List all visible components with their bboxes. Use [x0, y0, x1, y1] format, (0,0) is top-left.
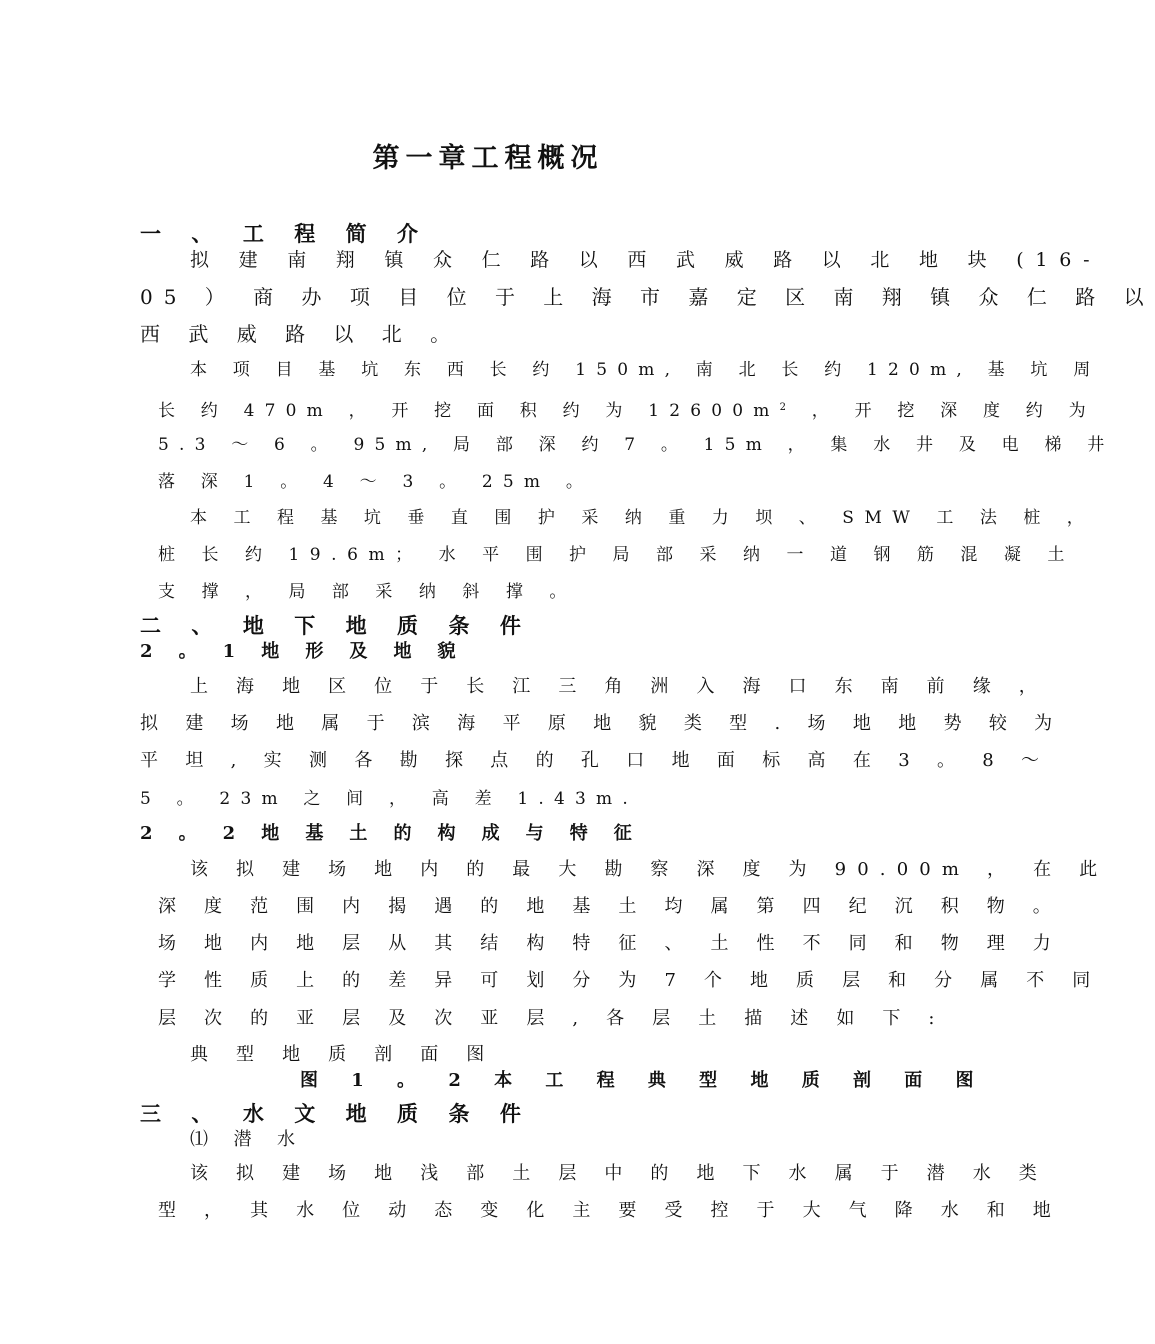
paragraph-line: 本 工 程 基 坑 垂 直 围 护 采 纳 重 力 坝 、 SMW 工 法 桩 ， — [190, 508, 1095, 528]
section-heading-3: 三 、 水 文 地 质 条 件 — [140, 1101, 533, 1126]
text-run: ， 开 挖 深 度 约 为 — [796, 401, 1096, 421]
section-heading-2: 二 、 地 下 地 质 条 件 — [140, 613, 533, 638]
paragraph-line: 层 次 的 亚 层 及 次 亚 层 , 各 层 土 描 述 如 下 : — [158, 1008, 946, 1029]
paragraph-line: 拟 建 场 地 属 于 滨 海 平 原 地 貌 类 型 . 场 地 地 势 较 为 — [140, 713, 1063, 734]
paragraph-line: 深 度 范 围 内 揭 遇 的 地 基 土 均 属 第 四 纪 沉 积 物 。 — [158, 896, 1062, 917]
paragraph-line: 学 性 质 上 的 差 异 可 划 分 为 7 个 地 质 层 和 分 属 不 同 — [158, 970, 1102, 991]
text-run: 长 约 470m ， 开 挖 面 积 约 为 12600m — [158, 401, 780, 421]
paragraph-line: 型 ， 其 水 位 动 态 变 化 主 要 受 控 于 大 气 降 水 和 地 — [158, 1200, 1062, 1221]
subsection-heading: 2 。 1 地 形 及 地 貌 — [140, 641, 466, 662]
subsection-heading: 2 。 2 地 基 土 的 构 成 与 特 征 — [140, 823, 642, 844]
paragraph-line: 场 地 内 地 层 从 其 结 构 特 征 、 土 性 不 同 和 物 理 力 — [158, 933, 1062, 954]
paragraph-line: 5 。 23m 之 间 ， 高 差 1.43m. — [140, 789, 638, 809]
list-item: ⑴ 潜 水 — [190, 1129, 305, 1150]
superscript: 2 — [779, 402, 797, 413]
paragraph-line: 平 坦 , 实 测 各 勘 探 点 的 孔 口 地 面 标 高 在 3 。 8 ～ — [140, 750, 1050, 771]
paragraph-line: 支 撑 ， 局 部 采 纳 斜 撑 。 — [158, 582, 577, 602]
paragraph-line: 05 ） 商 办 项 目 位 于 上 海 市 嘉 定 区 南 翔 镇 众 仁 路 以 — [140, 285, 1155, 309]
paragraph-line: 该 拟 建 场 地 内 的 最 大 勘 察 深 度 为 90.00m ， 在 此 — [190, 859, 1109, 880]
paragraph-line: 本 项 目 基 坑 东 西 长 约 150m, 南 北 长 约 120m, 基 坑 周 — [190, 360, 1101, 380]
chapter-title: 第一章工程概况 — [372, 143, 604, 174]
figure-reference: 典 型 地 质 剖 面 图 — [190, 1044, 496, 1065]
paragraph-line: 桩 长 约 19.6m； 水 平 围 护 局 部 采 纳 一 道 钢 筋 混 凝 土 — [158, 545, 1075, 565]
paragraph-line: 西 武 威 路 以 北 。 — [140, 322, 462, 346]
paragraph-line: 落 深 1 。 4 ～ 3 。 25m 。 — [158, 472, 594, 492]
paragraph-line: 该 拟 建 场 地 浅 部 土 层 中 的 地 下 水 属 于 潜 水 类 — [190, 1163, 1048, 1184]
figure-caption: 图 1 。 2 本 工 程 典 型 地 质 剖 面 图 — [300, 1070, 988, 1091]
paragraph-line: 5.3 ～ 6 。 95m, 局 部 深 约 7 。 15m ， 集 水 井 及 电 梯 井 — [158, 435, 1115, 455]
paragraph-line — [158, 396, 1096, 423]
paragraph-line: 上 海 地 区 位 于 长 江 三 角 洲 入 海 口 东 南 前 缘 ， — [190, 676, 1048, 697]
section-heading-1: 一 、 工 程 简 介 — [140, 221, 430, 246]
paragraph-line: 拟 建 南 翔 镇 众 仁 路 以 西 武 威 路 以 北 地 块 (16- — [190, 249, 1102, 271]
